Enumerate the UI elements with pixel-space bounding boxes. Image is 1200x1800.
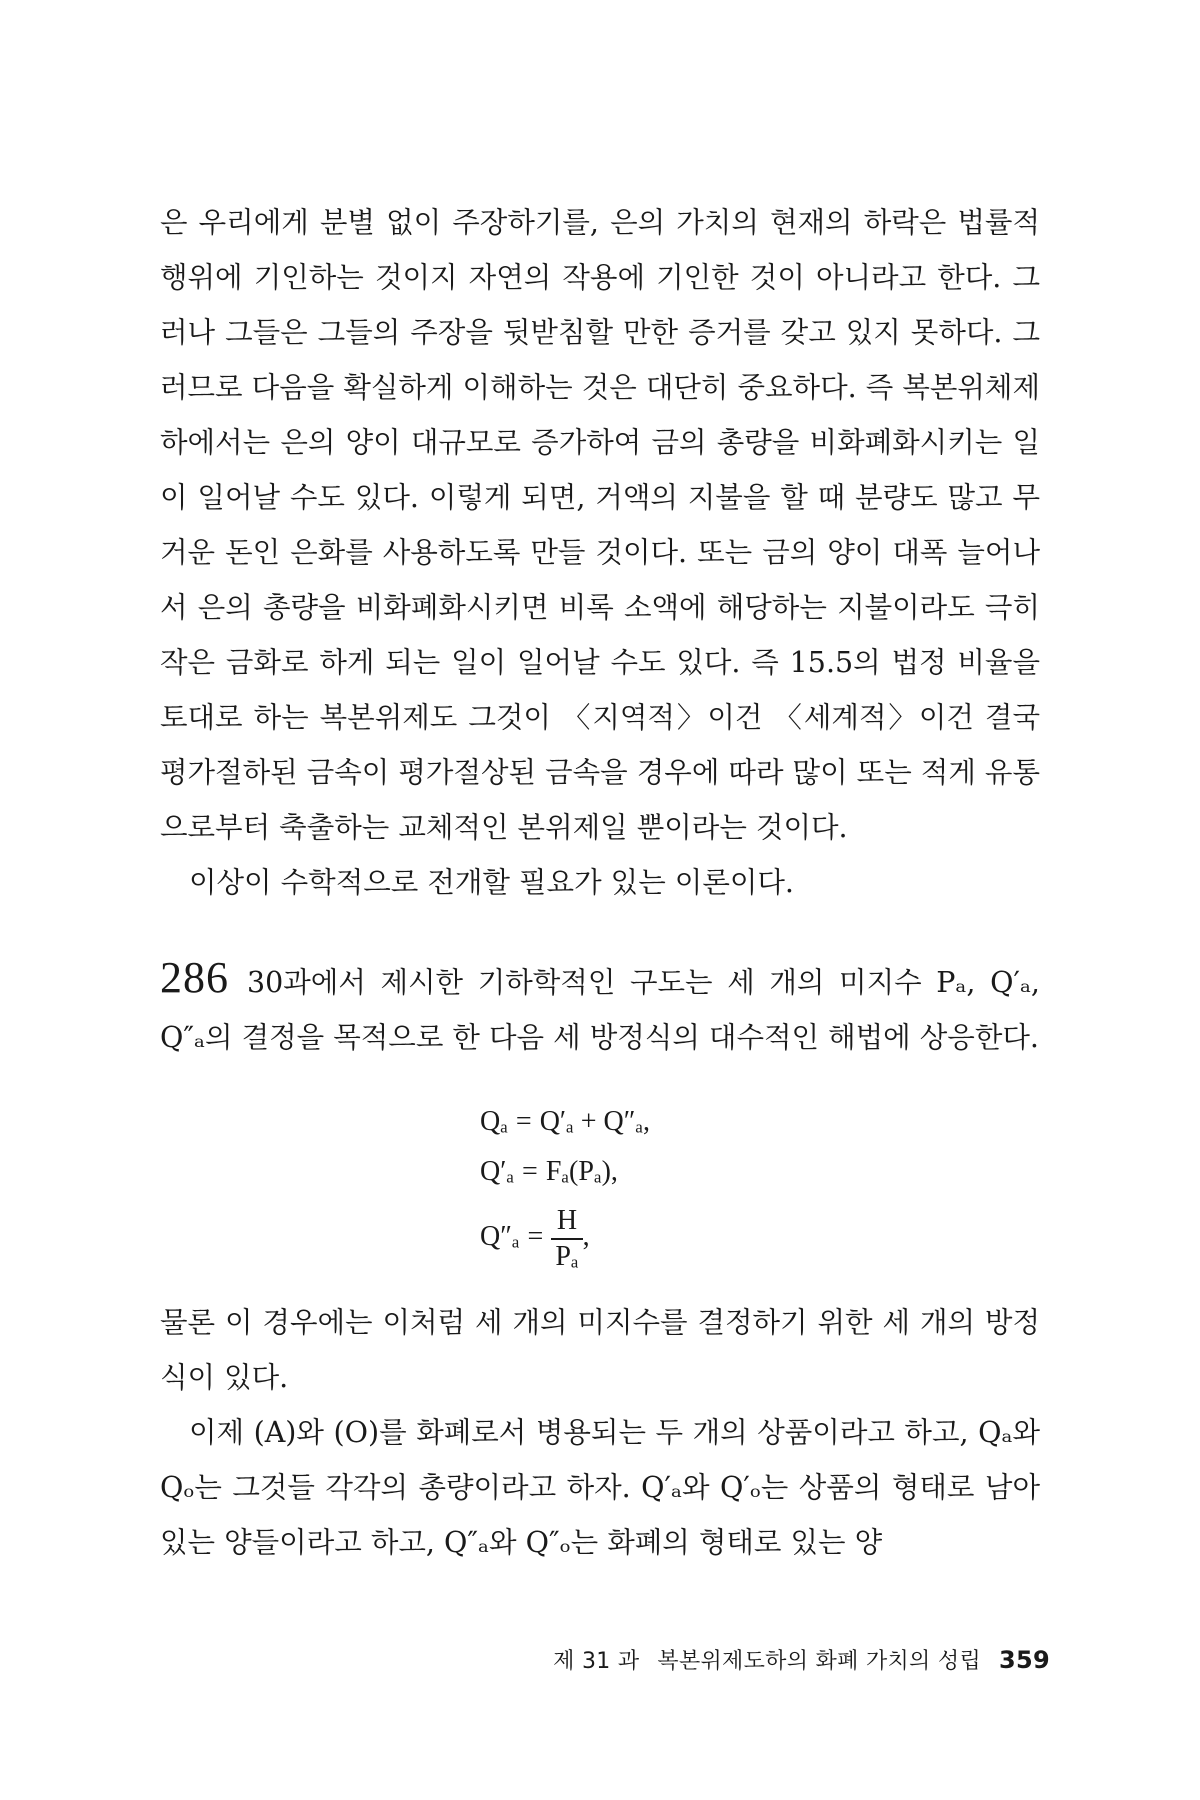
fraction-denominator: Pₐ xyxy=(555,1240,579,1272)
footer-title: 복본위제도하의 화폐 가치의 성립 xyxy=(657,1649,981,1674)
equation-1 xyxy=(480,1097,1040,1147)
equation-1-equals: = xyxy=(515,1106,532,1137)
equation-3-lhs: Q″ₐ xyxy=(480,1221,520,1252)
equation-1-lhs: Qₐ xyxy=(480,1106,508,1137)
equation-2-rhs: Fₐ(Pₐ), xyxy=(545,1156,618,1187)
equation-2 xyxy=(480,1147,1040,1197)
equation-3 xyxy=(480,1197,1040,1277)
paragraph-2: 이상이 수학적으로 전개할 필요가 있는 이론이다. xyxy=(189,866,794,899)
paragraph-1: 은 우리에게 분별 없이 주장하기를, 은의 가치의 현재의 하락은 법률적 행위에 기인하는 것이지 자연의 작용에 기인한 것이 아니라고 한다. 그러나 그들은 그들의 주장을 뒷받침할 만한 증거를 갖고 있지 못하다. 그러므로 다음을 확실하게 이해하는 것은 대단히 중요하다. 즉 복본위체제하에서는 은의 양이 대규모로 증가하여 금의 총량을 비화폐화시키는 일이 일어날 수도 있다. 이렇게 되면, 거액의 지불을 할 때 분량도 많고 무거운 돈인 은화를 사용하도록 만들 것이다. 또는 금의 양이 대폭 늘어나서 은의 총량을 비화폐화시키면 비록 소액에 해당하는 지불이라도 극히 작은 금화로 하게 되는 일이 일어날 수도 있다. 즉 15.5의 법정 비율을 토대로 하는 복본위제도 그것이 〈지역적〉이건 〈세계적〉이건 결국 평가절하된 금속이 평가절상된 금속을 경우에 따라 많이 또는 적게 유통으로부터 축출하는 교체적인 본위제일 뿐이라는 것이다. xyxy=(160,206,1040,844)
section-286-intro xyxy=(160,950,1040,1065)
paragraph-3: 30과에서 제시한 기하학적인 구도는 세 개의 미지수 Pₐ, Q′ₐ, Q″ₐ의 결정을 목적으로 한 다음 세 방정식의 대수적인 해법에 상응한다. xyxy=(160,966,1040,1054)
fraction-numerator: H xyxy=(551,1204,582,1240)
running-footer xyxy=(553,1645,1050,1677)
equation-3-fraction xyxy=(551,1204,582,1274)
equation-2-lhs: Q′ₐ xyxy=(480,1156,515,1187)
page-body xyxy=(160,195,1040,1570)
equation-1-rhs: Q′ₐ + Q″ₐ, xyxy=(539,1106,651,1137)
paragraph-5: 이제 (A)와 (O)를 화폐로서 병용되는 두 개의 상품이라고 하고, Qₐ와 Qₒ는 그것들 각각의 총량이라고 하자. Q′ₐ와 Q′ₒ는 상품의 형태로 남아 있는 양들이라고 하고, Q″ₐ와 Q″ₒ는 화폐의 형태로 있는 양 xyxy=(160,1416,1040,1559)
page-number: 359 xyxy=(999,1646,1050,1674)
paragraph-4: 물론 이 경우에는 이처럼 세 개의 미지수를 결정하기 위한 세 개의 방정식이 있다. xyxy=(160,1306,1040,1394)
equation-block xyxy=(160,1097,1040,1277)
equation-3-trailing: , xyxy=(582,1221,590,1252)
section-number: 286 xyxy=(160,953,229,1002)
footer-chapter: 제 31 과 xyxy=(553,1649,640,1674)
equation-3-equals: = xyxy=(527,1221,544,1252)
equation-2-equals: = xyxy=(522,1156,538,1187)
